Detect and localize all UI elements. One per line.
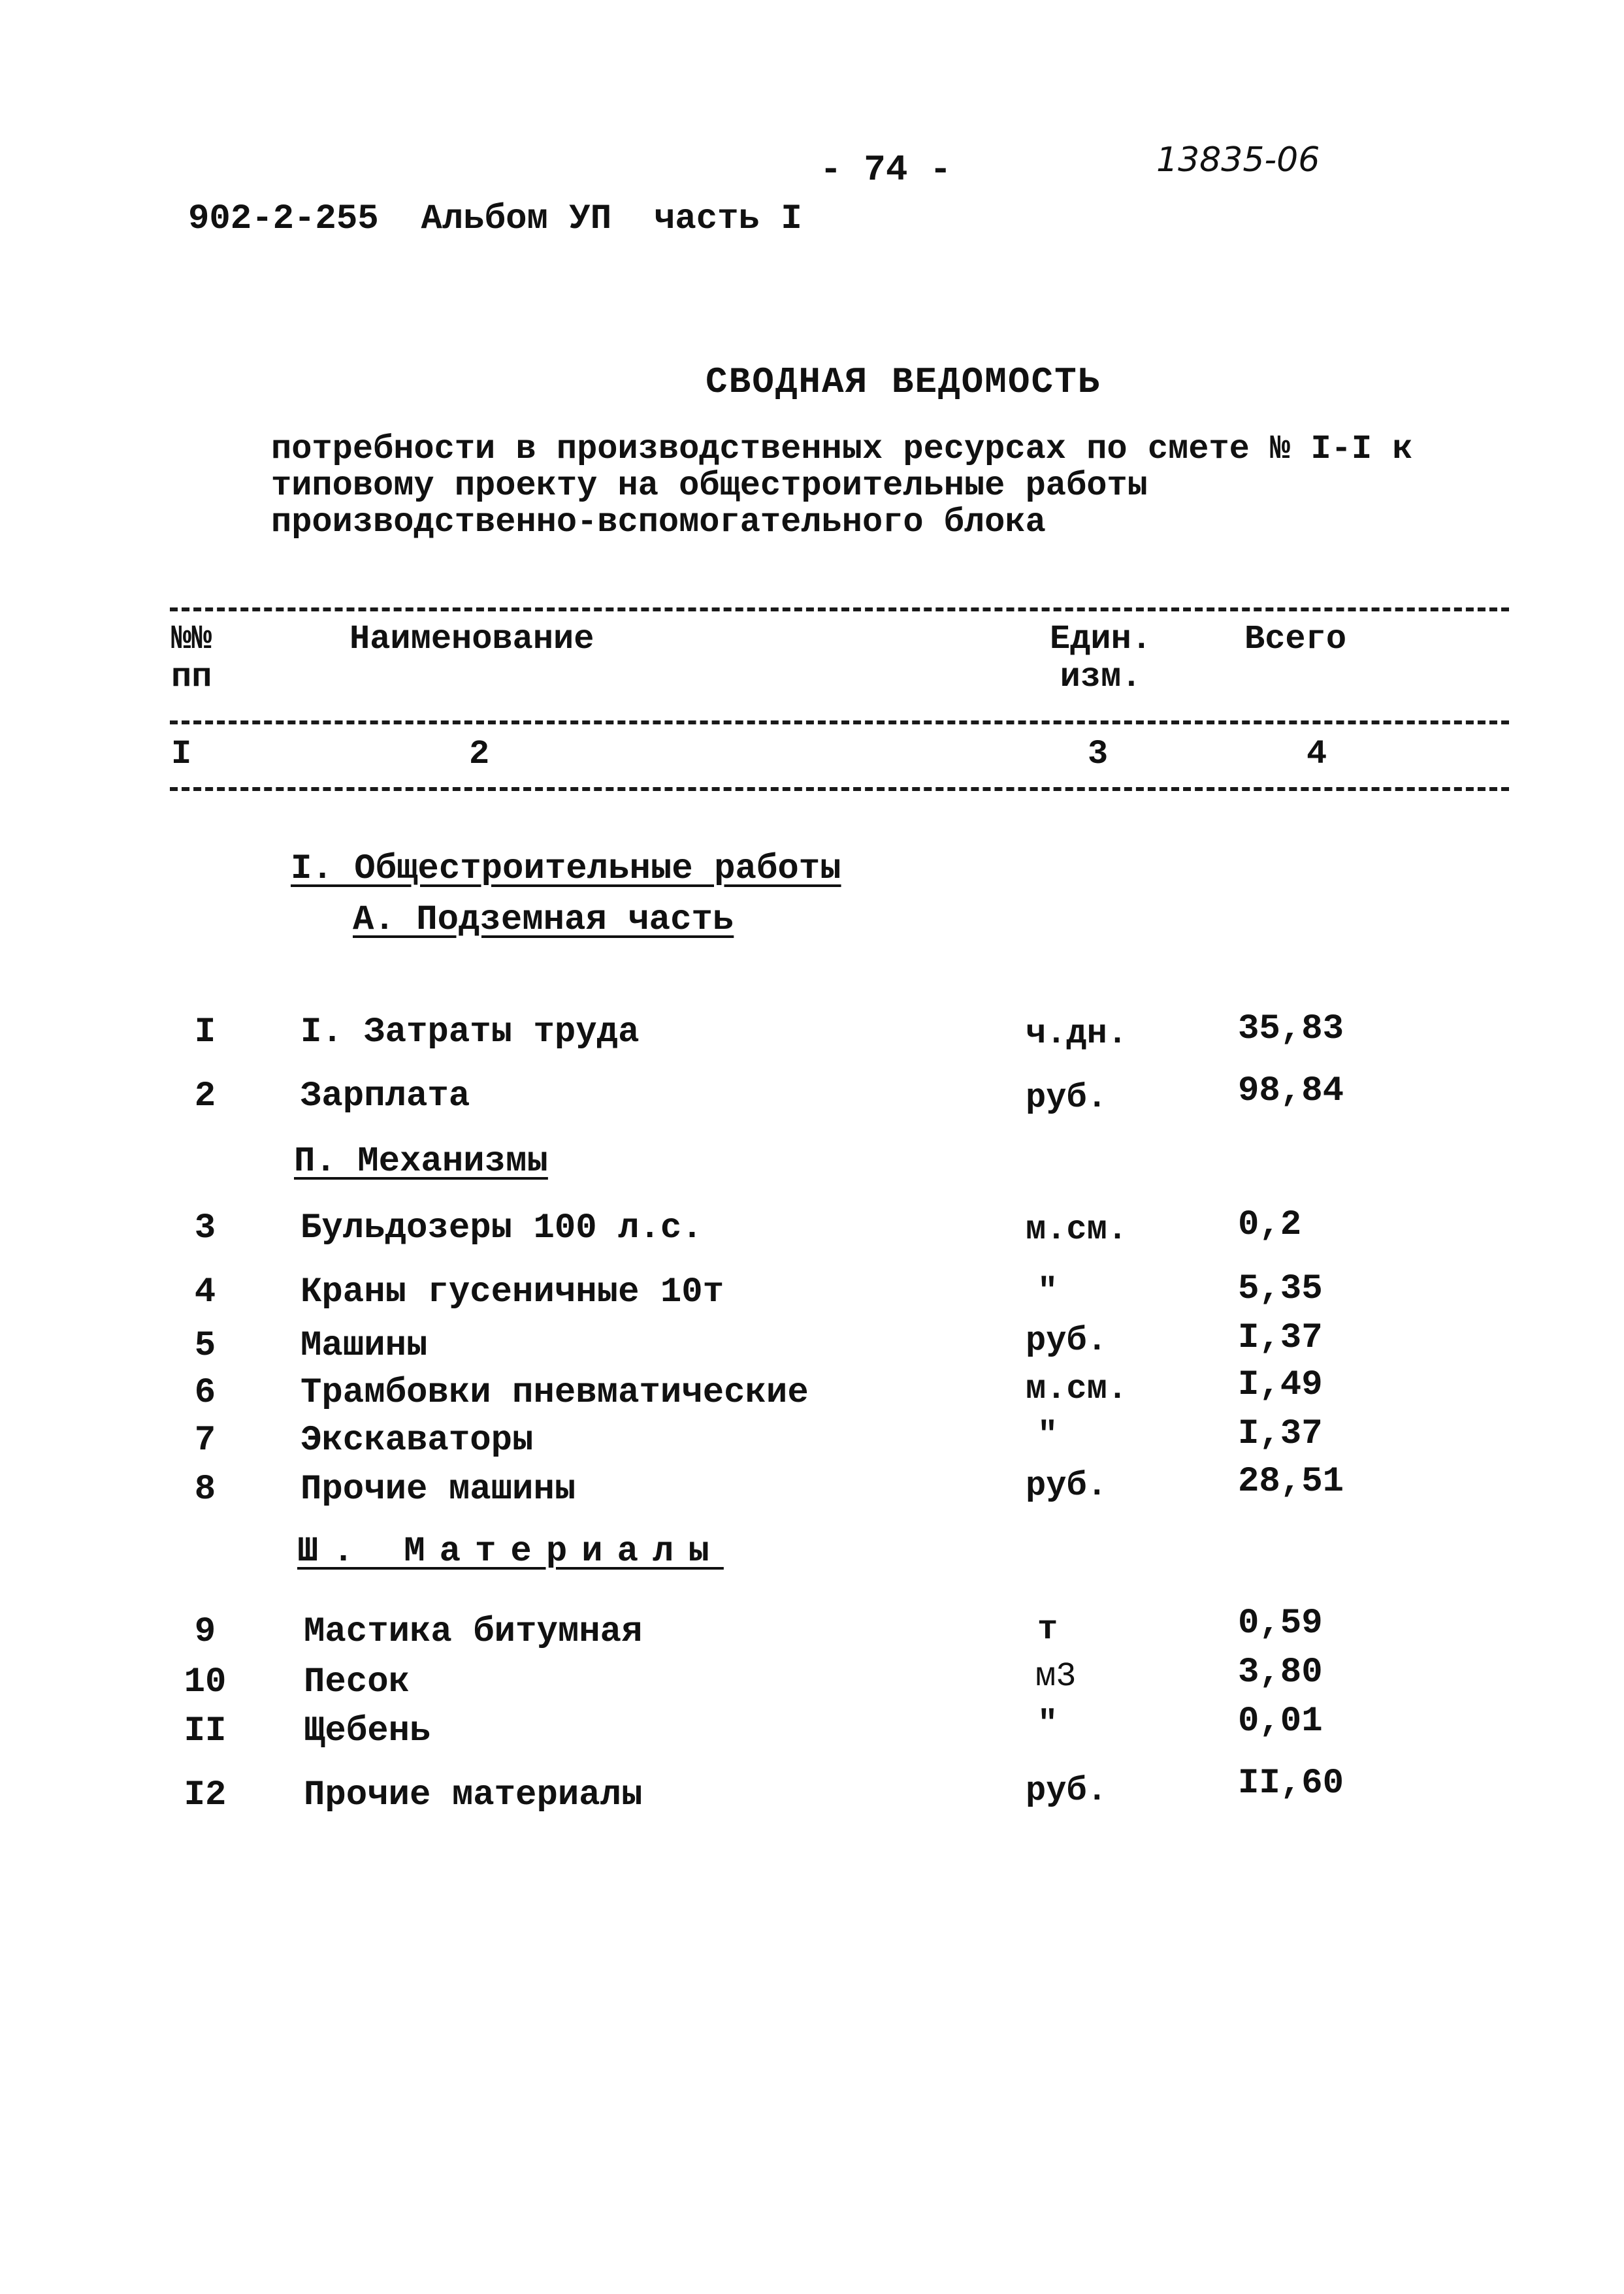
table-top-rule bbox=[170, 607, 1509, 611]
row-name: Краны гусеничные 10т bbox=[300, 1272, 724, 1312]
archive-number: 13835-06 bbox=[1156, 140, 1320, 180]
row-number: 2 bbox=[194, 1076, 216, 1116]
col-header-number: №№ пп bbox=[171, 620, 212, 696]
row-unit: " bbox=[1037, 1416, 1058, 1455]
row-total: I,49 bbox=[1238, 1365, 1323, 1405]
row-name: I. Затраты труда bbox=[300, 1012, 640, 1052]
row-name: Экскаваторы bbox=[300, 1421, 534, 1461]
page-subtitle: потребности в производственных ресурсах по смете № I-I к типовому проекту на общестроительные работы производственно-вспомогательного блока bbox=[271, 430, 1413, 541]
row-total: 0,01 bbox=[1238, 1702, 1323, 1741]
row-unit: руб. bbox=[1026, 1771, 1107, 1810]
row-unit: м3 bbox=[1035, 1657, 1077, 1696]
row-number: II bbox=[184, 1711, 227, 1751]
part-label: часть I bbox=[653, 199, 802, 239]
section-general-works bbox=[291, 849, 841, 889]
row-total: 0,2 bbox=[1238, 1205, 1302, 1245]
col-header-total: Всего bbox=[1244, 620, 1347, 658]
row-unit: м.см. bbox=[1026, 1210, 1128, 1249]
row-number: I2 bbox=[184, 1775, 227, 1815]
row-total: 0,59 bbox=[1238, 1604, 1323, 1643]
page-title: СВОДНАЯ ВЕДОМОСТЬ bbox=[706, 361, 1101, 403]
document-code: 902-2-255 bbox=[188, 199, 379, 239]
row-number: I bbox=[194, 1012, 216, 1052]
row-unit: " bbox=[1037, 1272, 1058, 1311]
col-number-4: 4 bbox=[1307, 735, 1327, 773]
row-total: I,37 bbox=[1238, 1414, 1323, 1454]
row-number: 4 bbox=[194, 1272, 216, 1312]
row-total: I,37 bbox=[1238, 1318, 1323, 1358]
subsection-underground-label: А. Подземная часть bbox=[353, 900, 734, 940]
row-unit: " bbox=[1037, 1705, 1058, 1743]
table-header-rule bbox=[170, 720, 1509, 724]
row-total: 3,80 bbox=[1238, 1653, 1323, 1692]
row-total: 5,35 bbox=[1238, 1269, 1323, 1309]
section-mechanisms bbox=[294, 1142, 548, 1182]
row-unit: руб. bbox=[1026, 1078, 1107, 1117]
col-number-3: 3 bbox=[1088, 735, 1109, 773]
row-number: 10 bbox=[184, 1662, 227, 1702]
row-number: 8 bbox=[194, 1470, 216, 1510]
row-name: Прочие материалы bbox=[304, 1775, 643, 1815]
col-header-name: Наименование bbox=[349, 620, 594, 658]
section-mechanisms-label: П. Механизмы bbox=[294, 1142, 548, 1182]
subsection-underground bbox=[353, 900, 734, 940]
row-unit: м.см. bbox=[1026, 1370, 1128, 1408]
row-total: 28,51 bbox=[1238, 1462, 1344, 1502]
row-number: 3 bbox=[194, 1208, 216, 1248]
row-total: 98,84 bbox=[1238, 1071, 1344, 1111]
album-label: Альбом УП bbox=[421, 199, 612, 239]
row-unit: руб. bbox=[1026, 1321, 1107, 1360]
row-unit: руб. bbox=[1026, 1466, 1107, 1505]
page-number: - 74 - bbox=[820, 149, 952, 191]
row-name: Зарплата bbox=[300, 1076, 470, 1116]
row-name: Песок bbox=[304, 1662, 410, 1702]
row-name: Щебень bbox=[304, 1711, 431, 1751]
col-number-2: 2 bbox=[469, 735, 490, 773]
row-name: Машины bbox=[300, 1326, 428, 1366]
col-header-unit: Един. изм. bbox=[1049, 620, 1152, 696]
section-materials-label: Ш. Материалы bbox=[297, 1532, 724, 1572]
row-total: 35,83 bbox=[1238, 1009, 1344, 1049]
row-number: 5 bbox=[194, 1326, 216, 1366]
col-number-1: I bbox=[171, 735, 192, 773]
section-general-works-label: I. Общестроительные работы bbox=[291, 849, 841, 889]
document-code-line bbox=[188, 199, 802, 239]
row-name: Трамбовки пневматические bbox=[300, 1373, 809, 1413]
row-total: II,60 bbox=[1238, 1764, 1344, 1803]
section-materials bbox=[297, 1532, 724, 1572]
row-name: Прочие машины bbox=[300, 1470, 576, 1510]
row-unit: ч.дн. bbox=[1026, 1014, 1128, 1053]
row-unit: т bbox=[1037, 1610, 1058, 1649]
table-bottom-rule bbox=[170, 787, 1509, 791]
row-number: 7 bbox=[194, 1421, 216, 1461]
row-number: 6 bbox=[194, 1373, 216, 1413]
row-name: Мастика битумная bbox=[304, 1612, 643, 1652]
row-number: 9 bbox=[194, 1612, 216, 1652]
row-name: Бульдозеры 100 л.с. bbox=[300, 1208, 703, 1248]
